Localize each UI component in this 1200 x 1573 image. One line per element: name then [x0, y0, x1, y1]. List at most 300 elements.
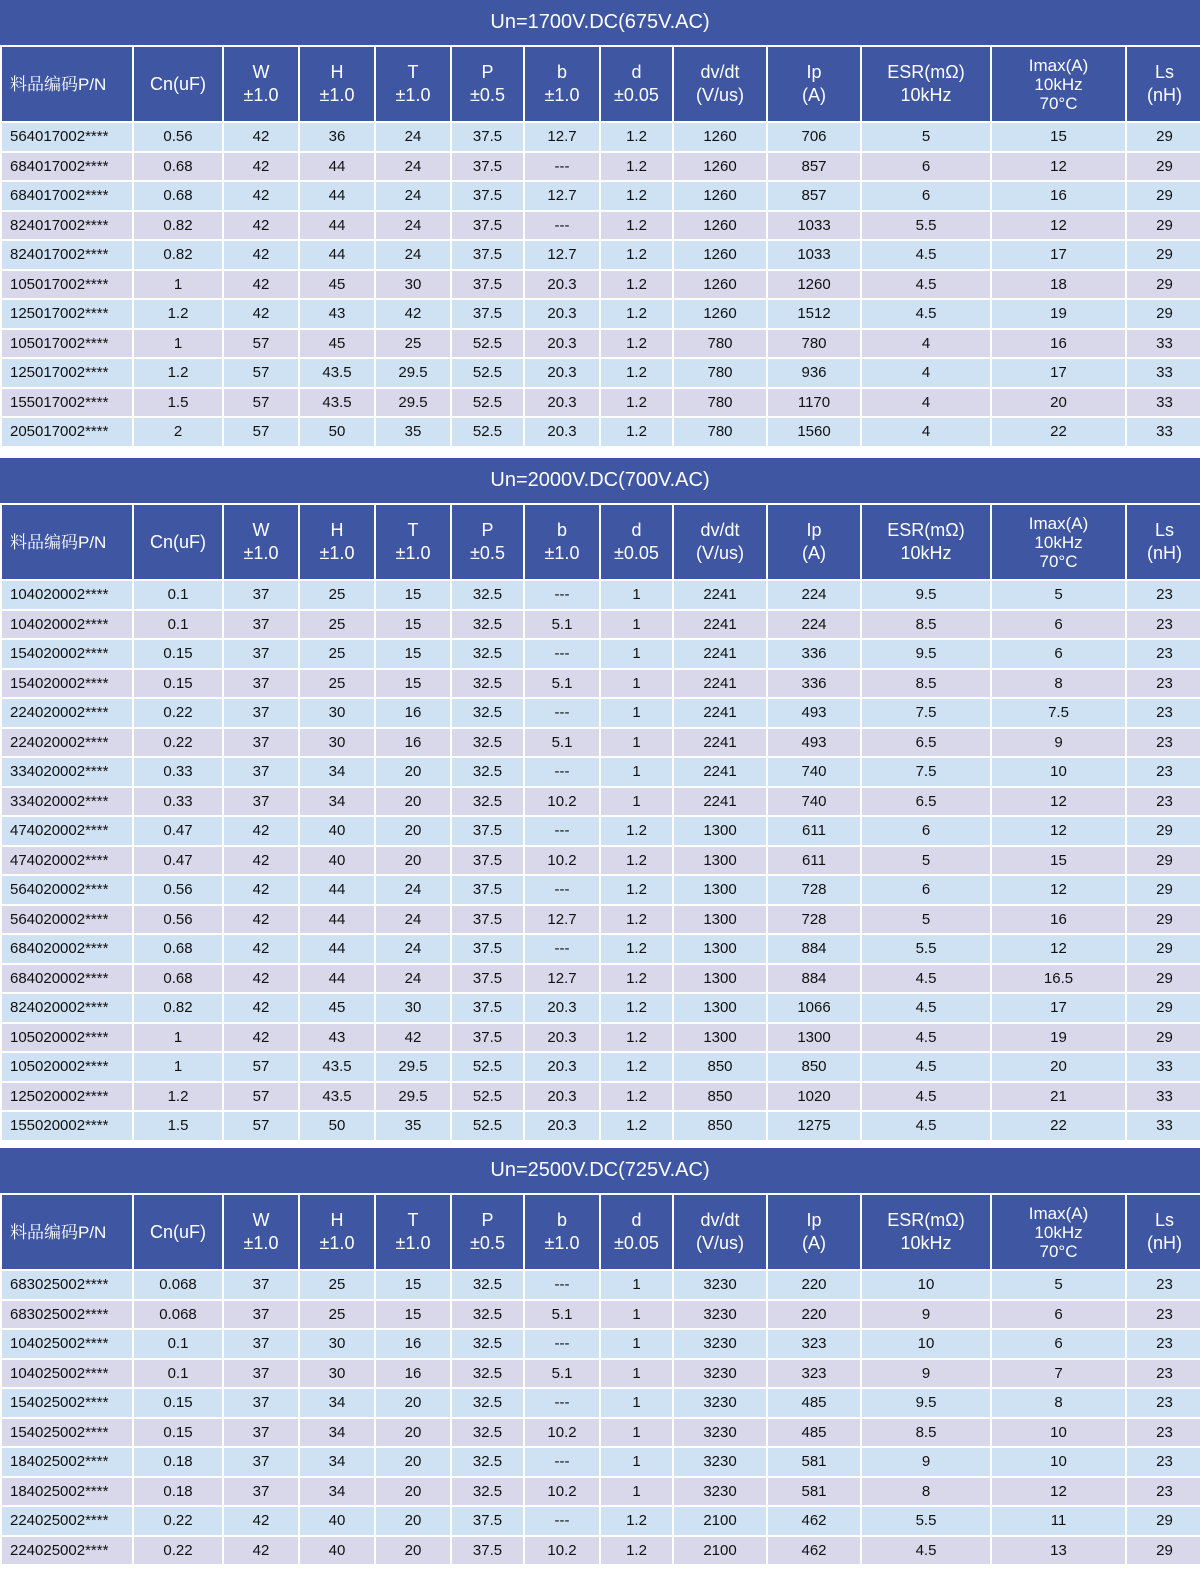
cell-dvdt: 780 [674, 418, 766, 446]
cell-imax: 5 [992, 1271, 1125, 1299]
cell-dvdt: 2241 [674, 758, 766, 786]
cell-ls: 29 [1127, 182, 1200, 210]
column-header-d [601, 1195, 672, 1269]
cell-ip: 884 [768, 935, 860, 963]
cell-imax: 6 [992, 611, 1125, 639]
cell-cn: 0.1 [134, 581, 222, 609]
cell-h: 44 [300, 212, 374, 240]
column-header-imax [992, 1195, 1125, 1269]
column-header-line: dv/dt [700, 62, 740, 82]
cell-ip: 581 [768, 1448, 860, 1476]
cell-b: 12.7 [525, 965, 599, 993]
table-body [2, 123, 1200, 446]
cell-b: 5.1 [525, 1360, 599, 1388]
cell-w: 57 [224, 1053, 298, 1081]
cell-d: 1 [601, 1360, 672, 1388]
cell-esr: 6 [862, 153, 990, 181]
column-header-line: Ls [1154, 62, 1174, 82]
column-header-line: (V/us) [695, 85, 744, 105]
column-header-pn [2, 1195, 132, 1269]
cell-t: 30 [376, 994, 450, 1022]
cell-ip: 323 [768, 1330, 860, 1358]
cell-ls: 29 [1127, 212, 1200, 240]
column-header-ls [1127, 505, 1200, 579]
cell-pn: 104020002**** [2, 581, 132, 609]
cell-p: 37.5 [452, 153, 523, 181]
column-header-line: 10kHz [1034, 532, 1083, 552]
column-header-line: ESR(mΩ) [887, 520, 965, 540]
cell-dvdt: 1300 [674, 817, 766, 845]
column-header-line: P [481, 1210, 494, 1230]
cell-dvdt: 1300 [674, 965, 766, 993]
table-row [2, 1537, 1200, 1565]
cell-p: 52.5 [452, 418, 523, 446]
column-header-line: Ip [806, 520, 822, 540]
header-row [2, 47, 1200, 121]
cell-b: 10.2 [525, 847, 599, 875]
section-title: Un=1700V.DC(675V.AC) [0, 0, 1200, 45]
cell-dvdt: 2241 [674, 729, 766, 757]
cell-t: 24 [376, 906, 450, 934]
cell-h: 50 [300, 1112, 374, 1140]
cell-p: 52.5 [452, 359, 523, 387]
cell-dvdt: 3230 [674, 1360, 766, 1388]
column-header-line: ±1.0 [319, 1233, 355, 1253]
table-row [2, 876, 1200, 904]
cell-pn: 104025002**** [2, 1360, 132, 1388]
header-row [2, 505, 1200, 579]
table-row [2, 1507, 1200, 1535]
column-header-line: Imax(A) [1028, 513, 1089, 533]
column-header-w [224, 47, 298, 121]
cell-p: 32.5 [452, 611, 523, 639]
cell-imax: 10 [992, 1448, 1125, 1476]
cell-ip: 728 [768, 906, 860, 934]
cell-h: 25 [300, 640, 374, 668]
cell-dvdt: 780 [674, 389, 766, 417]
cell-esr: 4.5 [862, 271, 990, 299]
cell-w: 57 [224, 1083, 298, 1111]
column-header-line: T [407, 1210, 419, 1230]
cell-ls: 33 [1127, 1053, 1200, 1081]
cell-pn: 824020002**** [2, 994, 132, 1022]
table-row [2, 241, 1200, 269]
column-header-line: ±1.0 [544, 1233, 580, 1253]
table-row [2, 330, 1200, 358]
cell-ip: 1512 [768, 300, 860, 328]
cell-imax: 12 [992, 1478, 1125, 1506]
column-header-line: Ls [1154, 1210, 1174, 1230]
cell-pn: 684017002**** [2, 182, 132, 210]
cell-p: 32.5 [452, 788, 523, 816]
cell-ls: 29 [1127, 994, 1200, 1022]
cell-w: 37 [224, 1389, 298, 1417]
table-header [2, 47, 1200, 121]
cell-p: 37.5 [452, 1537, 523, 1565]
cell-ls: 33 [1127, 359, 1200, 387]
cell-esr: 9 [862, 1301, 990, 1329]
column-header-line: 10kHz [900, 1233, 952, 1253]
cell-d: 1 [601, 758, 672, 786]
column-header-imax [992, 47, 1125, 121]
cell-p: 37.5 [452, 965, 523, 993]
cell-esr: 8.5 [862, 1419, 990, 1447]
column-header-line: d [631, 62, 642, 82]
cell-d: 1 [601, 1419, 672, 1447]
cell-ls: 29 [1127, 123, 1200, 151]
column-header-dvdt [674, 47, 766, 121]
cell-imax: 12 [992, 817, 1125, 845]
cell-ls: 23 [1127, 611, 1200, 639]
cell-h: 25 [300, 1301, 374, 1329]
cell-pn: 474020002**** [2, 847, 132, 875]
cell-ls: 23 [1127, 640, 1200, 668]
cell-dvdt: 1260 [674, 153, 766, 181]
cell-t: 15 [376, 611, 450, 639]
column-header-line: W [252, 62, 270, 82]
cell-ip: 1275 [768, 1112, 860, 1140]
cell-p: 52.5 [452, 1053, 523, 1081]
cell-h: 44 [300, 153, 374, 181]
cell-h: 40 [300, 1507, 374, 1535]
cell-ip: 1020 [768, 1083, 860, 1111]
cell-h: 34 [300, 1419, 374, 1447]
cell-p: 32.5 [452, 1419, 523, 1447]
column-header-line: W [252, 520, 270, 540]
cell-d: 1.2 [601, 359, 672, 387]
column-header-ip [768, 47, 860, 121]
column-header-line: Ip [806, 1210, 822, 1230]
cell-d: 1.2 [601, 906, 672, 934]
cell-t: 42 [376, 1024, 450, 1052]
cell-d: 1 [601, 699, 672, 727]
cell-ls: 33 [1127, 330, 1200, 358]
cell-w: 37 [224, 581, 298, 609]
cell-imax: 22 [992, 1112, 1125, 1140]
cell-h: 30 [300, 1360, 374, 1388]
column-header-line: ±0.5 [470, 1233, 505, 1253]
table-row [2, 817, 1200, 845]
cell-esr: 4.5 [862, 965, 990, 993]
cell-imax: 17 [992, 241, 1125, 269]
cell-cn: 0.22 [134, 699, 222, 727]
cell-pn: 224020002**** [2, 729, 132, 757]
cell-cn: 0.15 [134, 670, 222, 698]
column-header-line: Imax(A) [1028, 55, 1089, 75]
cell-dvdt: 850 [674, 1053, 766, 1081]
cell-cn: 0.68 [134, 182, 222, 210]
cell-h: 40 [300, 1537, 374, 1565]
cell-cn: 0.15 [134, 1419, 222, 1447]
column-header-line: P [481, 62, 494, 82]
table-body [2, 581, 1200, 1140]
cell-cn: 0.82 [134, 212, 222, 240]
cell-p: 37.5 [452, 300, 523, 328]
cell-cn: 0.56 [134, 876, 222, 904]
cell-t: 24 [376, 123, 450, 151]
cell-pn: 564020002**** [2, 906, 132, 934]
cell-ls: 29 [1127, 965, 1200, 993]
cell-dvdt: 1300 [674, 876, 766, 904]
cell-w: 37 [224, 670, 298, 698]
cell-cn: 0.68 [134, 153, 222, 181]
cell-t: 24 [376, 935, 450, 963]
column-header-line: (V/us) [695, 543, 744, 563]
cell-w: 37 [224, 640, 298, 668]
cell-h: 30 [300, 1330, 374, 1358]
cell-t: 24 [376, 212, 450, 240]
cell-cn: 1 [134, 1024, 222, 1052]
cell-h: 44 [300, 965, 374, 993]
cell-ls: 29 [1127, 1024, 1200, 1052]
cell-imax: 11 [992, 1507, 1125, 1535]
cell-dvdt: 2100 [674, 1507, 766, 1535]
cell-pn: 104020002**** [2, 611, 132, 639]
cell-cn: 0.22 [134, 1507, 222, 1535]
cell-d: 1.2 [601, 994, 672, 1022]
cell-b: --- [525, 935, 599, 963]
cell-ip: 1170 [768, 389, 860, 417]
cell-dvdt: 1300 [674, 1024, 766, 1052]
cell-pn: 125017002**** [2, 300, 132, 328]
cell-imax: 17 [992, 359, 1125, 387]
cell-d: 1.2 [601, 241, 672, 269]
column-header-d [601, 47, 672, 121]
cell-esr: 5.5 [862, 212, 990, 240]
cell-h: 36 [300, 123, 374, 151]
column-header-d [601, 505, 672, 579]
cell-t: 20 [376, 847, 450, 875]
cell-d: 1.2 [601, 1507, 672, 1535]
cell-w: 57 [224, 359, 298, 387]
cell-h: 43 [300, 300, 374, 328]
cell-b: --- [525, 1507, 599, 1535]
cell-pn: 154020002**** [2, 670, 132, 698]
cell-dvdt: 3230 [674, 1478, 766, 1506]
cell-w: 42 [224, 817, 298, 845]
cell-p: 52.5 [452, 1083, 523, 1111]
cell-t: 15 [376, 670, 450, 698]
cell-d: 1.2 [601, 300, 672, 328]
cell-p: 37.5 [452, 935, 523, 963]
table-row [2, 1024, 1200, 1052]
column-header-line: (nH) [1147, 85, 1182, 105]
cell-t: 15 [376, 1301, 450, 1329]
cell-w: 57 [224, 330, 298, 358]
table-row [2, 788, 1200, 816]
cell-w: 42 [224, 300, 298, 328]
cell-d: 1.2 [601, 817, 672, 845]
cell-b: --- [525, 1271, 599, 1299]
cell-h: 45 [300, 330, 374, 358]
cell-d: 1 [601, 581, 672, 609]
column-header-line: 料品编码P/N [10, 532, 107, 552]
cell-pn: 824017002**** [2, 212, 132, 240]
column-header-line: ±0.05 [614, 1233, 659, 1253]
column-header-line: (A) [802, 543, 826, 563]
cell-p: 32.5 [452, 1330, 523, 1358]
cell-esr: 9.5 [862, 1389, 990, 1417]
cell-dvdt: 2100 [674, 1537, 766, 1565]
cell-w: 42 [224, 847, 298, 875]
cell-ip: 740 [768, 788, 860, 816]
cell-imax: 6 [992, 1330, 1125, 1358]
cell-imax: 20 [992, 389, 1125, 417]
cell-t: 24 [376, 876, 450, 904]
column-header-t [376, 1195, 450, 1269]
cell-cn: 0.15 [134, 1389, 222, 1417]
cell-ls: 29 [1127, 817, 1200, 845]
column-header-line: T [407, 520, 419, 540]
cell-imax: 10 [992, 1419, 1125, 1447]
cell-esr: 10 [862, 1271, 990, 1299]
cell-p: 32.5 [452, 1448, 523, 1476]
cell-ip: 611 [768, 847, 860, 875]
cell-h: 30 [300, 729, 374, 757]
cell-b: --- [525, 212, 599, 240]
cell-h: 34 [300, 1448, 374, 1476]
cell-d: 1.2 [601, 1537, 672, 1565]
section-title: Un=2000V.DC(700V.AC) [0, 458, 1200, 503]
cell-b: 5.1 [525, 611, 599, 639]
column-header-line: ±1.0 [395, 85, 431, 105]
cell-w: 37 [224, 1271, 298, 1299]
column-header-line: ±0.5 [470, 85, 505, 105]
cell-cn: 0.68 [134, 935, 222, 963]
cell-h: 30 [300, 699, 374, 727]
cell-d: 1.2 [601, 123, 672, 151]
cell-pn: 564017002**** [2, 123, 132, 151]
cell-pn: 224025002**** [2, 1537, 132, 1565]
column-header-line: ±1.0 [544, 543, 580, 563]
cell-ip: 485 [768, 1419, 860, 1447]
cell-t: 20 [376, 1448, 450, 1476]
column-header-line: Ls [1154, 520, 1174, 540]
cell-w: 42 [224, 123, 298, 151]
cell-esr: 4.5 [862, 300, 990, 328]
cell-esr: 4 [862, 418, 990, 446]
column-header-cn [134, 47, 222, 121]
column-header-h [300, 505, 374, 579]
cell-dvdt: 2241 [674, 788, 766, 816]
table-row [2, 729, 1200, 757]
cell-t: 24 [376, 182, 450, 210]
table-row [2, 1053, 1200, 1081]
cell-dvdt: 1300 [674, 935, 766, 963]
cell-w: 42 [224, 994, 298, 1022]
cell-esr: 7.5 [862, 699, 990, 727]
cell-ip: 493 [768, 729, 860, 757]
cell-dvdt: 3230 [674, 1330, 766, 1358]
cell-t: 20 [376, 758, 450, 786]
cell-pn: 224025002**** [2, 1507, 132, 1535]
cell-d: 1.2 [601, 1083, 672, 1111]
cell-cn: 0.068 [134, 1301, 222, 1329]
cell-w: 37 [224, 729, 298, 757]
cell-ls: 33 [1127, 418, 1200, 446]
cell-esr: 5 [862, 847, 990, 875]
column-header-line: Cn(uF) [149, 531, 206, 552]
cell-d: 1.2 [601, 330, 672, 358]
cell-cn: 0.1 [134, 611, 222, 639]
cell-cn: 0.56 [134, 123, 222, 151]
cell-p: 37.5 [452, 847, 523, 875]
cell-ls: 29 [1127, 241, 1200, 269]
cell-cn: 0.18 [134, 1448, 222, 1476]
cell-p: 32.5 [452, 581, 523, 609]
column-header-line: 料品编码P/N [10, 1222, 107, 1242]
cell-b: 20.3 [525, 1112, 599, 1140]
cell-ls: 23 [1127, 581, 1200, 609]
column-header-line: 10kHz [900, 543, 952, 563]
column-header-p [452, 1195, 523, 1269]
cell-t: 24 [376, 153, 450, 181]
cell-ip: 884 [768, 965, 860, 993]
cell-w: 42 [224, 1024, 298, 1052]
cell-dvdt: 1260 [674, 271, 766, 299]
cell-ls: 23 [1127, 1389, 1200, 1417]
cell-d: 1.2 [601, 212, 672, 240]
cell-imax: 17 [992, 994, 1125, 1022]
cell-ls: 33 [1127, 1112, 1200, 1140]
cell-h: 44 [300, 876, 374, 904]
cell-w: 37 [224, 788, 298, 816]
cell-ip: 462 [768, 1537, 860, 1565]
cell-dvdt: 2241 [674, 640, 766, 668]
cell-cn: 1.2 [134, 300, 222, 328]
cell-pn: 125020002**** [2, 1083, 132, 1111]
cell-b: 12.7 [525, 241, 599, 269]
column-header-line: H [330, 62, 344, 82]
cell-cn: 1.2 [134, 1083, 222, 1111]
cell-d: 1 [601, 788, 672, 816]
cell-pn: 684020002**** [2, 935, 132, 963]
column-header-ls [1127, 1195, 1200, 1269]
cell-dvdt: 850 [674, 1112, 766, 1140]
cell-esr: 9 [862, 1360, 990, 1388]
cell-dvdt: 1300 [674, 994, 766, 1022]
cell-cn: 0.33 [134, 758, 222, 786]
cell-ls: 29 [1127, 1507, 1200, 1535]
cell-h: 50 [300, 418, 374, 446]
cell-cn: 0.15 [134, 640, 222, 668]
cell-ls: 23 [1127, 1271, 1200, 1299]
column-header-line: P [481, 520, 494, 540]
column-header-line: ±1.0 [243, 1233, 279, 1253]
column-header-t [376, 505, 450, 579]
cell-ip: 1560 [768, 418, 860, 446]
column-header-ip [768, 505, 860, 579]
cell-t: 30 [376, 271, 450, 299]
column-header-line: dv/dt [700, 1210, 740, 1230]
cell-p: 37.5 [452, 876, 523, 904]
cell-p: 32.5 [452, 1389, 523, 1417]
cell-p: 37.5 [452, 241, 523, 269]
column-header-line: ESR(mΩ) [887, 62, 965, 82]
cell-esr: 6 [862, 182, 990, 210]
cell-ls: 29 [1127, 1537, 1200, 1565]
column-header-b [525, 505, 599, 579]
cell-w: 42 [224, 906, 298, 934]
column-header-line: ±1.0 [319, 85, 355, 105]
table-row [2, 1301, 1200, 1329]
cell-pn: 683025002**** [2, 1271, 132, 1299]
cell-pn: 105017002**** [2, 330, 132, 358]
cell-b: 20.3 [525, 359, 599, 387]
cell-ip: 611 [768, 817, 860, 845]
cell-d: 1.2 [601, 876, 672, 904]
cell-b: --- [525, 1330, 599, 1358]
